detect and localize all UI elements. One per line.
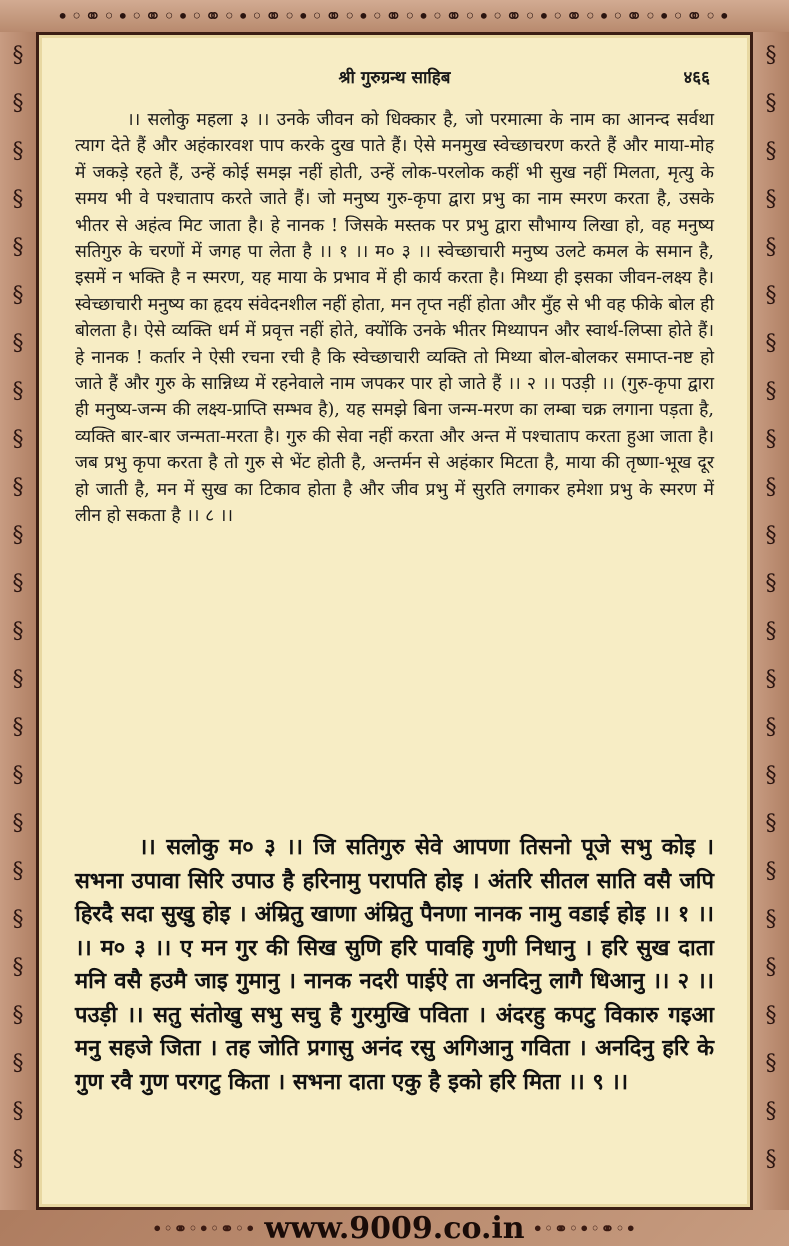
page-number: ४६६	[683, 68, 710, 88]
left-ornament-border	[0, 32, 36, 1210]
bottom-ornament-border	[0, 1210, 789, 1246]
page-header	[39, 65, 750, 89]
bottom-left-ornament: •◦⚭◦•◦⚭◦•	[152, 1218, 257, 1238]
gurbani-verse-paragraph: ।। सलोकु म० ३ ।। जि सतिगुरु सेवे आपणा तिसनो पूजे सभु कोइ । सभना उपावा सिरि उपाउ है हरिनामु परापति होइ । अंतरि सीतल साति वसै जपि हिरदै सदा सुखु होइ । अंम्रितु खाणा अंम्रितु पैनणा नानक नामु वडाई होइ ।। १ ।। ।। म० ३ ।। ए मन गुर की सिख सुणि हरि पावहि गुणी निधानु । हरि सुख दाता मनि वसै हउमै जाइ गुमानु । नानक नदरी पाईऐ ता अनदिनु लागै धिआनु ।। २ ।। पउड़ी ।। सतु संतोखु सभु सचु है गुरमुखि पविता । अंदरहु कपटु विकारु गइआ मनु सहजे जिता । तह जोति प्रगासु अनंद रसु अगिआनु गविता । अनदिनु हरि के गुण रवै गुण परगटु किता । सभना दाता एकु है इको हरि मिता ।। ९ ।।	[75, 834, 714, 1095]
hindi-translation-paragraph: ।। सलोकु महला ३ ।। उनके जीवन को धिक्कार है, जो परमात्मा के नाम का आनन्द सर्वथा त्याग देते हैं और अहंकारवश पाप करके दुख पाते हैं। ऐसे मनमुख स्वेच्छाचरण करते हैं और माया-मोह में जकड़े रहते हैं, उन्हें कोई समझ नहीं होती, उन्हें लोक-परलोक कहीं भी सुख नहीं मिलता, मृत्यु के समय भी वे पश्चाताप करते जाते हैं। जो मनुष्य गुरु-कृपा द्वारा प्रभु का नाम स्मरण करता है, उसके भीतर से अहंत्व मिट जाता है। हे नानक ! जिसके मस्तक पर प्रभु द्वारा सौभाग्य लिखा हो, वह मनुष्य सतिगुरु के चरणों में जगह पा लेता है ।। १ ।। म० ३ ।। स्वेच्छाचारी मनुष्य उलटे कमल के समान है, इसमें न भक्ति है न स्मरण, यह माया के प्रभाव में ही कार्य करता है। मिथ्या ही इसका जीवन-लक्ष्य है। स्वेच्छाचारी मनुष्य का हृदय संवेदनशील नहीं होता, मन तृप्त नहीं होता और मुँह से भी वह फीके बोल ही बोलता है। ऐसे व्यक्ति धर्म में प्रवृत्त नहीं होते, क्योंकि उनके भीतर मिथ्यापन और स्वार्थ-लिप्सा होते हैं। हे नानक ! कर्तार ने ऐसी रचना रची है कि स्वेच्छाचारी व्यक्ति तो मिथ्या बोल-बोलकर समाप्त-नष्ट हो जाते हैं और गुरु के सान्निध्य में रहनेवाले नाम जपकर पार हो जाते हैं ।। २ ।। पउड़ी ।। (गुरु-कृपा द्वारा ही मनुष्य-जन्म की लक्ष्य-प्राप्ति सम्भव है), यह समझे बिना जन्म-मरण का लम्बा चक्र लगाना पड़ता है, व्यक्ति बार-बार जन्मता-मरता है। गुरु की सेवा नहीं करता और अन्त में पश्चाताप करता हुआ जाता है। जब प्रभु कृपा करता है तो गुरु से भेंट होती है, अन्तर्मन से अहंकार मिटता है, माया की तृष्णा-भूख दूर हो जाती है, मन में सुख का टिकाव होता है और जीव प्रभु में सुरति लगाकर हमेशा प्रभु के स्मरण में लीन हो सकता है ।। ८ ।।	[75, 110, 714, 527]
website-link[interactable]: www.9009.co.in	[264, 1210, 525, 1246]
right-ornament-pattern: § § § § § § § § § § § § § § § § § § § § § § § §	[765, 43, 777, 1172]
bottom-right-ornament: •◦⚭◦•◦⚭◦•	[532, 1218, 637, 1238]
left-ornament-pattern: § § § § § § § § § § § § § § § § § § § § § § § §	[12, 43, 24, 1172]
right-ornament-border	[753, 32, 789, 1210]
scripture-page	[36, 32, 753, 1210]
page-title: श्री गुरुग्रन्थ साहिब	[338, 68, 451, 88]
top-ornament-pattern: •◦⚭◦•◦⚭◦•◦⚭◦•◦⚭◦•◦⚭◦•◦⚭◦•◦⚭◦•◦⚭◦•◦⚭◦•◦⚭◦•◦⚭◦•	[56, 4, 733, 28]
top-ornament-border	[0, 0, 789, 32]
